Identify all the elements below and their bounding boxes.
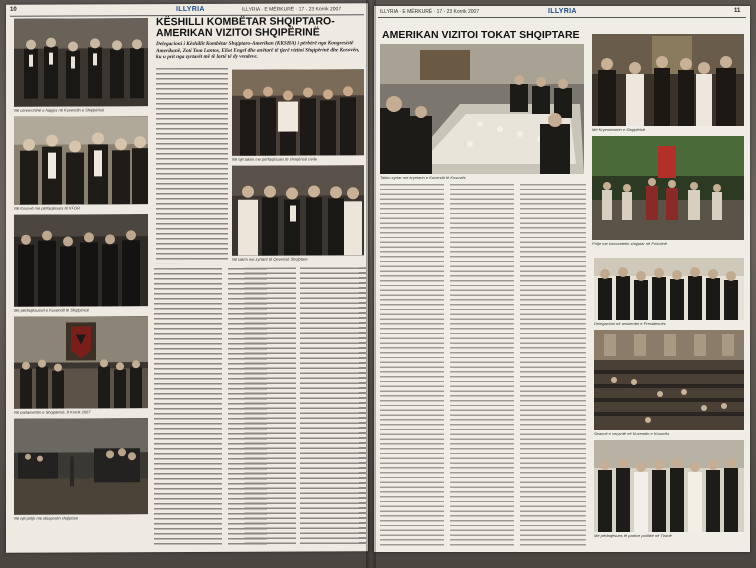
photo-r5 <box>594 330 744 430</box>
left-masthead: ILLYRIA <box>176 5 205 14</box>
caption-7: Në një pritje me diasporën shqiptare <box>14 515 79 521</box>
photo-meeting <box>380 44 584 174</box>
photo-5 <box>14 214 148 307</box>
caption-r3: Pritje me komunitetin shqiptar në Prishtinë <box>592 241 667 246</box>
caption-3: Në Kosovë me përfaqësues të KFOR <box>14 205 81 211</box>
caption-4: Në takim me zyrtarë të Qeverisë Shqiptare <box>232 256 308 262</box>
caption-r2: Me Kryeministrin e Shqipërisë <box>592 127 646 132</box>
left-text-column-2 <box>154 268 222 546</box>
left-deck: Delegacioni i Këshillit Kombëtar Shqiptaro-Amerikan (KKSHA) i përbërë nga Kongresistë Amerikanë, Zoti Tom Lantos, Eliot Engel dhe anëtarë të tjerë vizitoi Shqipërinë dhe Kosovën, ku u prit nga zyrtarët më të lartë të dy vendeve. <box>156 40 360 61</box>
photo-1 <box>14 18 148 107</box>
left-page-number: 10 <box>10 6 17 13</box>
photo-3 <box>14 116 148 205</box>
photo-r3 <box>592 136 744 240</box>
right-header-rule <box>378 17 746 18</box>
caption-6: Në parlamentin e Shqipërisë, 8 Korrik 2007 <box>14 409 91 415</box>
left-page <box>6 3 368 553</box>
left-running-header: ILLYRIA · E MËRKURË · 17 - 23 Korrik 2007 <box>242 6 342 13</box>
caption-5: Me përfaqësuesit e Kuvendit të Shqipërisë <box>14 307 90 313</box>
right-running-header: ILLYRIA · E MËRKURË · 17 - 23 Korrik 2007 <box>380 9 480 15</box>
caption-r1: Takim zyrtar me kryetarin e Kuvendit të Kosovës <box>380 175 466 180</box>
caption-1: Në ceremoninë e hapjes në Kuvendin e Shqipërisë <box>14 107 105 113</box>
photo-2 <box>232 69 364 156</box>
left-text-column-3 <box>228 268 296 546</box>
photo-r4 <box>594 258 744 320</box>
caption-r6: Me përfaqësues të partive politike në Tiranë <box>594 533 672 538</box>
photo-r6 <box>594 440 744 532</box>
right-page <box>374 6 750 552</box>
caption-r5: Seancë e veçantë në Kuvendin e Kosovës <box>594 431 670 436</box>
right-text-column-2 <box>450 184 514 546</box>
left-headline-line2: AMERIKAN VIZITOI SHQIPËRINË <box>156 26 320 40</box>
photo-4 <box>232 165 364 256</box>
center-fold <box>366 0 376 568</box>
right-masthead: ILLYRIA <box>548 8 577 15</box>
right-page-number: 11 <box>734 8 741 14</box>
photo-6 <box>14 316 148 409</box>
photo-7 <box>14 418 148 515</box>
right-headline: AMERIKAN VIZITOI TOKAT SHQIPTARE <box>382 29 580 41</box>
left-text-column-4 <box>300 267 366 545</box>
caption-r4: Delegacioni në ambientet e Presidencës <box>594 321 666 326</box>
left-text-column-1 <box>156 68 228 263</box>
left-headline-line1: KËSHILLI KOMBËTAR SHQIPTARO- <box>156 15 335 29</box>
caption-2: Në një takim me përfaqësues të shoqërisë civile <box>232 156 317 162</box>
photo-r2 <box>592 34 744 126</box>
right-text-column-3 <box>520 184 586 546</box>
right-text-column-1 <box>380 184 444 546</box>
